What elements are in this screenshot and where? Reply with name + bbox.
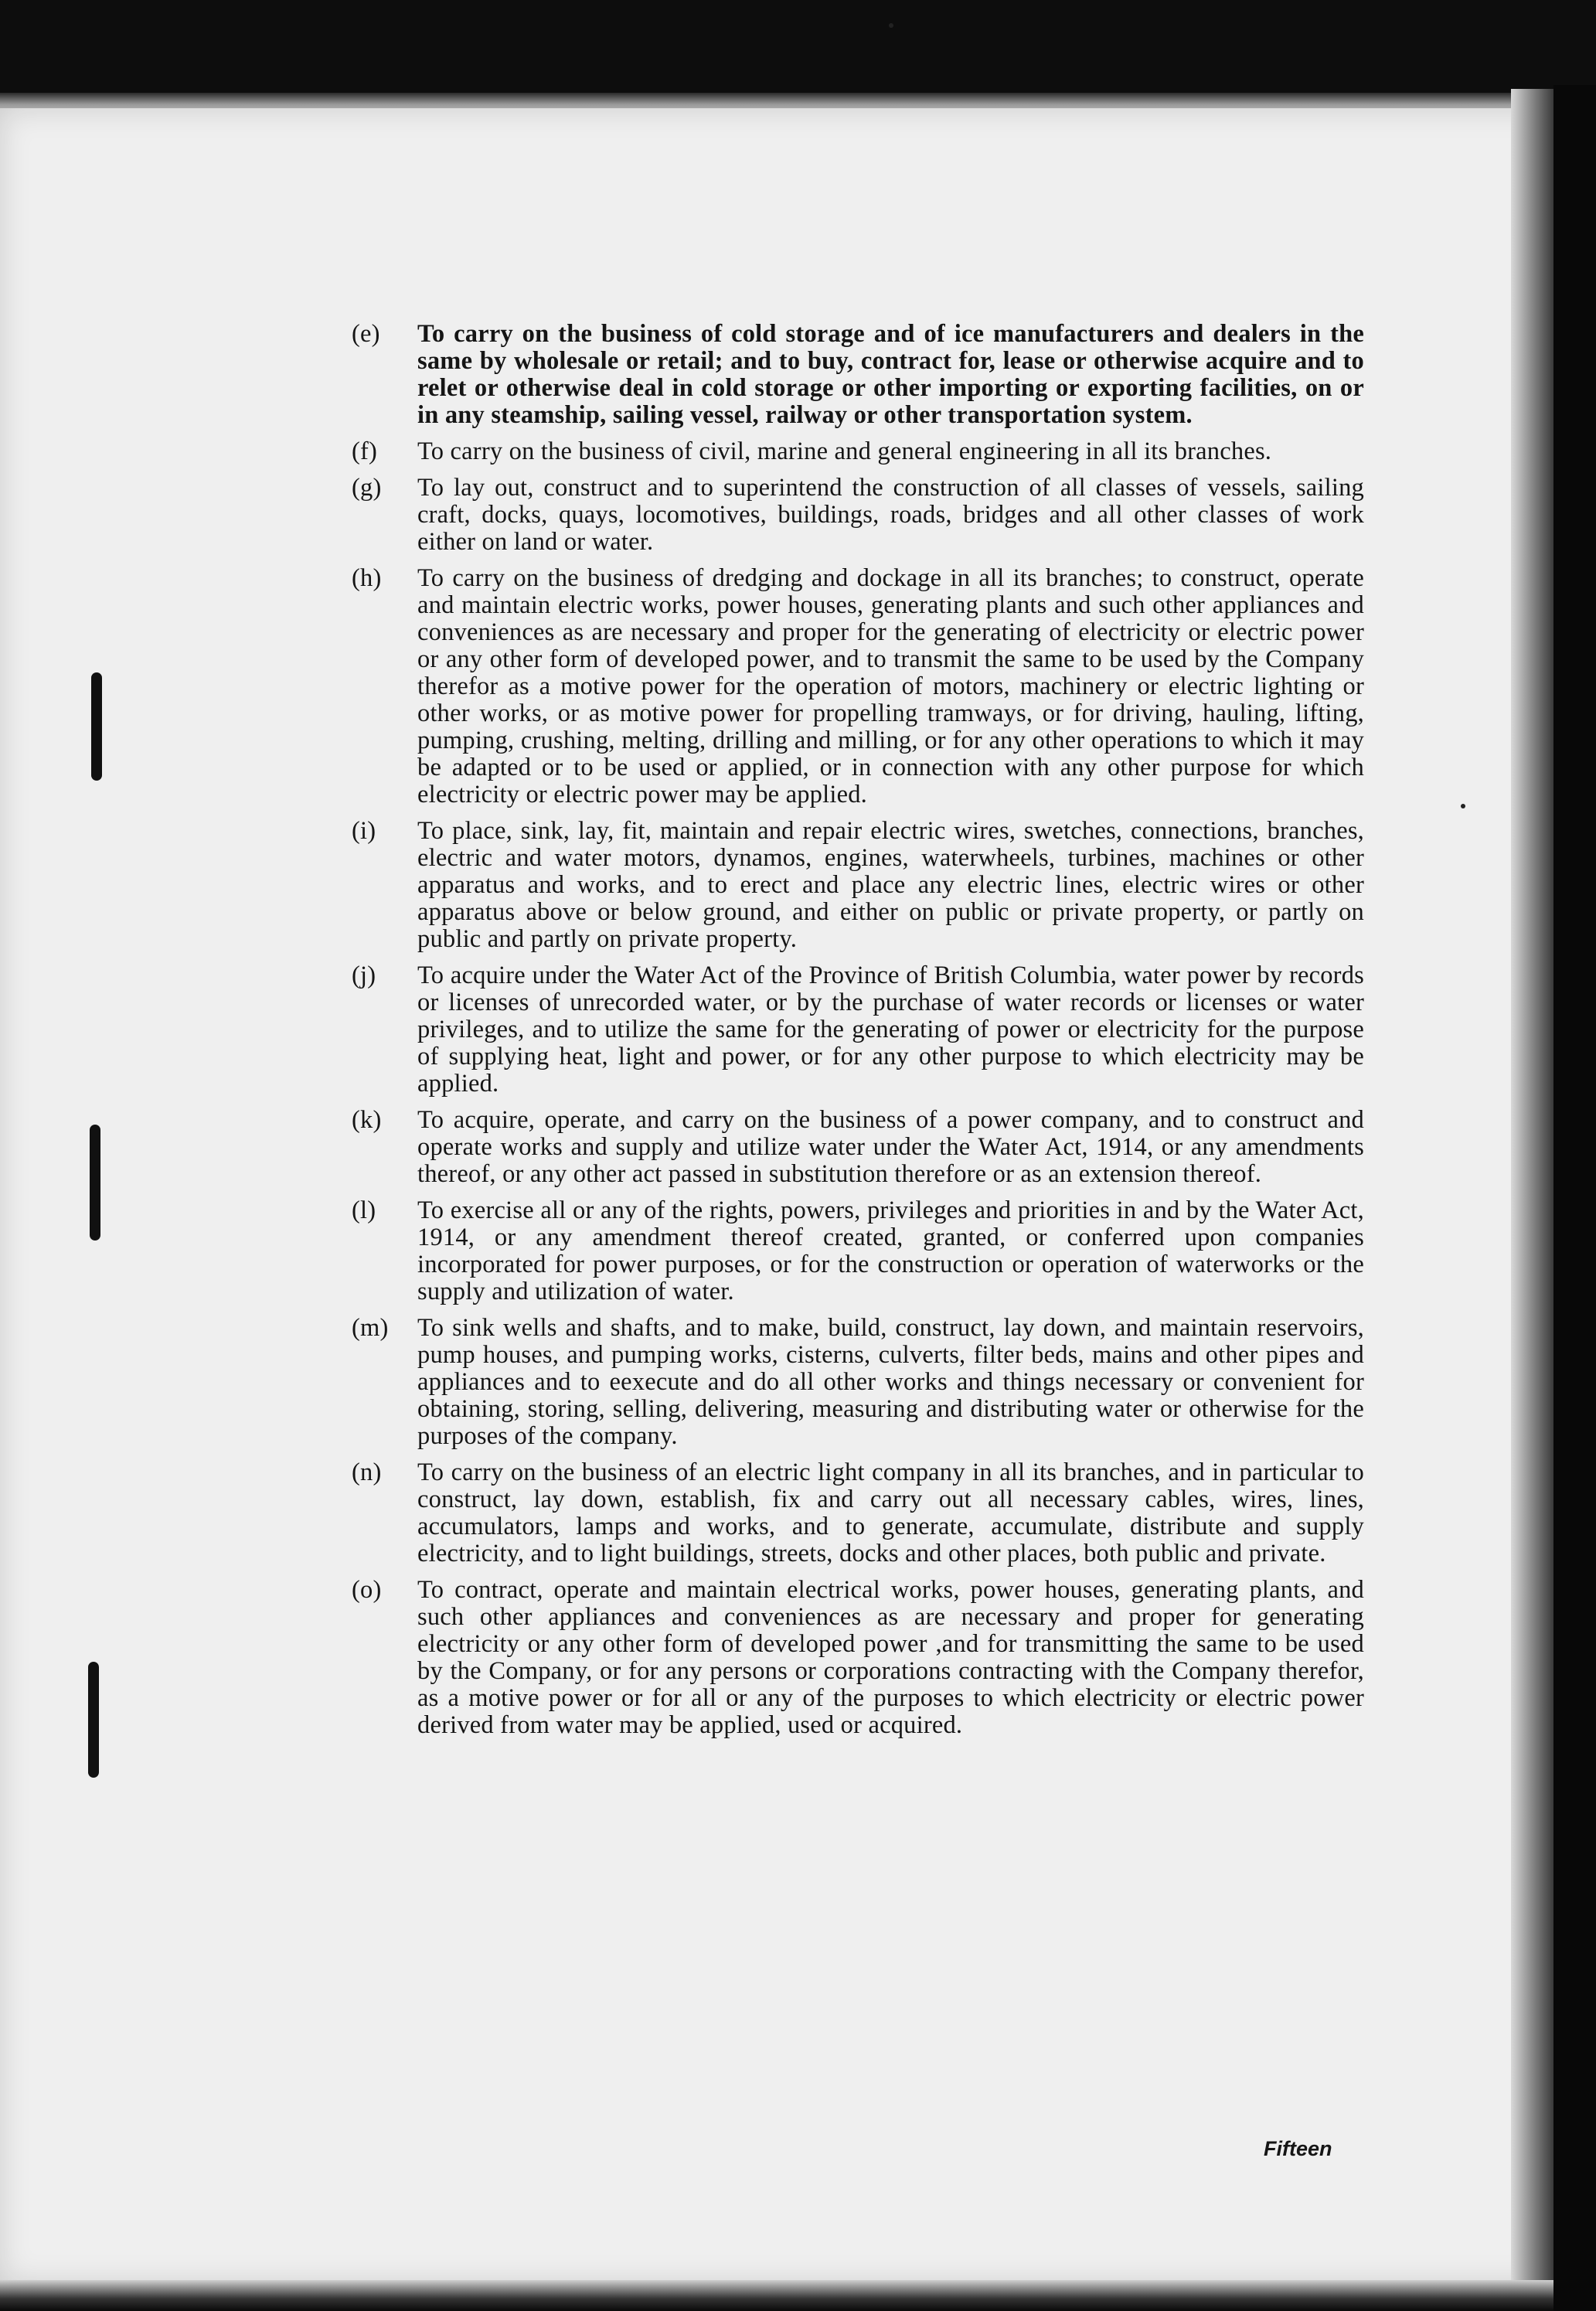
scan-border-right: [1553, 85, 1596, 2311]
clause-text: To carry on the business of an electric light company in all its branches, and in particular to construct, lay down, establish, fix and carry out all necessary cables, wires, lines, accumulators, lamps and works, and to generate, accumulate, distribute and supply electricity, and to light buildings, streets, docks and other places, both public and private.: [417, 1458, 1364, 1567]
clause-label: (e): [352, 320, 380, 348]
clause-k: [352, 1107, 1364, 1188]
clause-text: To contract, operate and maintain electrical works, power houses, generating plants, and such other appliances and conveniences as are necessary and proper for generating electricity or any other form of developed power ,and for transmitting the same to be used by the Company, or for any persons or corporations contracting with the Company therefor, as a motive power or for all or any of the purposes to which electricity or electric power derived from water may be applied, used or acquired.: [417, 1576, 1364, 1739]
clause-label: (g): [352, 474, 382, 502]
clause-label: (j): [352, 961, 376, 989]
page-number: Fifteen: [1264, 2137, 1332, 2160]
clause-o: [352, 1577, 1364, 1739]
clause-i: [352, 818, 1364, 953]
clause-label: (h): [352, 564, 382, 592]
clause-j: [352, 962, 1364, 1098]
clause-f: [352, 438, 1364, 465]
clause-text: To carry on the business of civil, marine and general engineering in all its branches.: [417, 437, 1272, 465]
clause-h: [352, 565, 1364, 808]
clause-n: [352, 1459, 1364, 1567]
clause-text: To lay out, construct and to superintend the construction of all classes of vessels, sailing craft, docks, quays, locomotives, buildings, roads, bridges and all other classes of work either on land or water.: [417, 474, 1364, 556]
clause-label: (o): [352, 1576, 382, 1604]
clause-label: (i): [352, 817, 376, 845]
clause-label: (f): [352, 437, 378, 465]
clause-label: (l): [352, 1196, 376, 1224]
clause-text: To exercise all or any of the rights, powers, privileges and priorities in and by the Water Act, 1914, or any amendment thereof created, granted, or conferred upon companies incorporated for power purposes, or for the construction or operation of waterworks or the supply and utilization of water.: [417, 1196, 1364, 1305]
clause-m: [352, 1315, 1364, 1450]
clause-g: [352, 475, 1364, 556]
clause-text: To carry on the business of dredging and dockage in all its branches; to construct, operate and maintain electric works, power houses, generating plants and such other appliances and conveniences as are necessary and proper for the generating of electricity or electric power or any other form of developed power, and to transmit the same to be used by the Company therefor as a motive power for the operation of motors, machinery or electric lighting or other works, or as motive power for propelling tramways, or for driving, hauling, lifting, pumping, crushing, melting, drilling and milling, or for any other operations to which it may be adapted or to be used or applied, or in connection with any other purpose for which electricity or electric power may be applied.: [417, 564, 1364, 808]
margin-binding-mark: [88, 1662, 99, 1778]
clause-e: [352, 321, 1364, 429]
dust-speck: [889, 23, 893, 28]
clause-text: To carry on the business of cold storage and of ice manufacturers and dealers in the same by wholesale or retail; and to buy, contract for, lease or otherwise acquire and to relet or otherwise deal in cold storage or other importing or exporting facilities, on or in any steamship, sailing vessel, railway or other transportation system.: [417, 320, 1364, 429]
clause-label: (n): [352, 1458, 382, 1486]
margin-binding-mark: [90, 1125, 100, 1241]
clause-label: (k): [352, 1106, 382, 1134]
clauses-list: [352, 321, 1364, 1748]
page-right-edge: [1511, 89, 1553, 2292]
margin-binding-mark: [91, 672, 102, 781]
clause-text: To acquire under the Water Act of the Province of British Columbia, water power by records or licenses of unrecorded water, or by the purchase of water records or licenses or water privileges, and to utilize the same for the generating of power or electricity for the purpose of supplying heat, light and power, or for any other purpose to which electricity may be applied.: [417, 961, 1364, 1098]
clause-text: To sink wells and shafts, and to make, build, construct, lay down, and maintain reservoirs, pump houses, and pumping works, cisterns, culverts, filter beds, mains and other pipes and appliances and to eexecute and do all other works and things necessary or convenient for obtaining, storing, selling, delivering, measuring and distributing water or otherwise for the purposes of the company.: [417, 1314, 1364, 1450]
clause-text: To place, sink, lay, fit, maintain and repair electric wires, swetches, connections, branches, electric and water motors, dynamos, engines, waterwheels, turbines, machines or other apparatus and works, and to erect and place any electric lines, electric wires or other apparatus above or below ground, and either on public or private property, or partly on public and partly on private property.: [417, 817, 1364, 953]
clause-l: [352, 1197, 1364, 1305]
dust-speck: [1461, 804, 1465, 808]
clause-text: To acquire, operate, and carry on the business of a power company, and to construct and operate works and supply and utilize water under the Water Act, 1914, or any amendments thereof, or any other act passed in substitution therefore or as an extension thereof.: [417, 1106, 1364, 1188]
clause-label: (m): [352, 1314, 389, 1342]
page-bottom-edge: [0, 2280, 1553, 2311]
